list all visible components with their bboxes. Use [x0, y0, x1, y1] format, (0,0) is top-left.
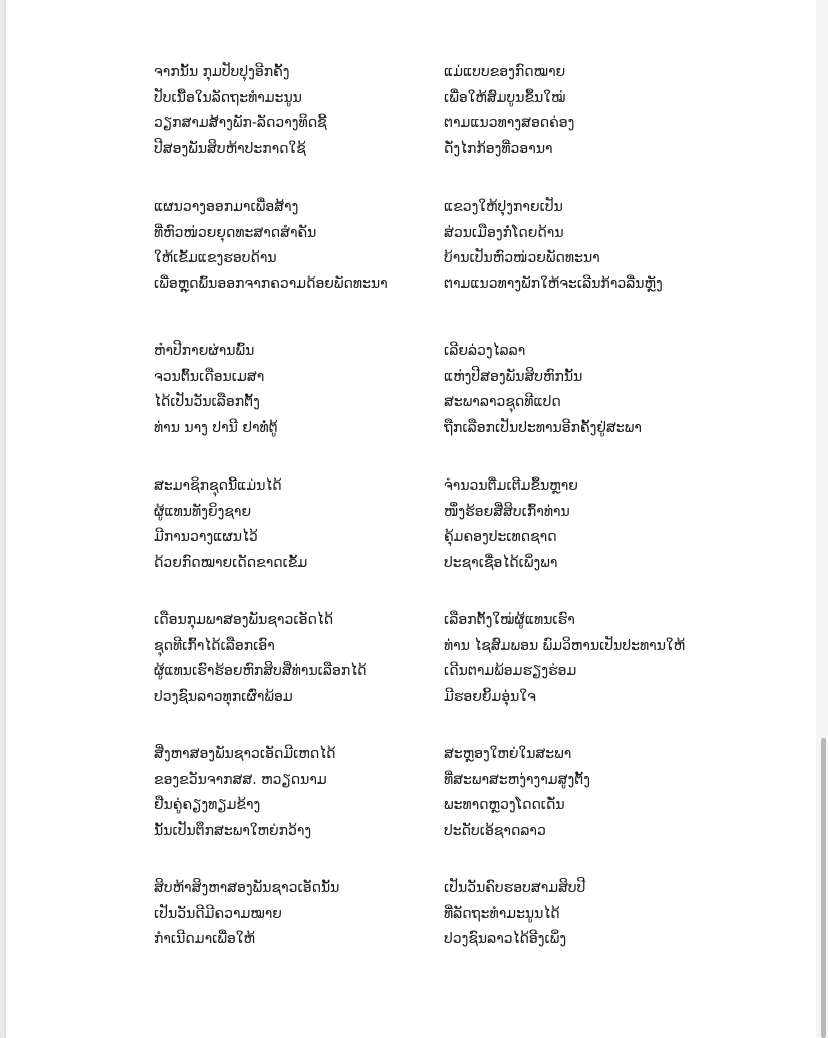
poem-line: ໄດ້ເປັນວັນເລືອກຕັ້ງ	[154, 394, 260, 410]
poem-line: ຕາມແນວທາງພັກໃຫ້ຈະເລີນກ້າວລື່ນຫຼັງ	[444, 275, 663, 292]
poem-line: ບ້ານເປັນຫົວໜ່ວຍພັດທະນາ	[444, 250, 600, 266]
poem-line: ຜູ້ແທນທັງຍິງຊາຍ	[154, 503, 252, 520]
poem-line: ເປັນວັນຄົບຮອບສາມສິບປີ	[444, 880, 586, 896]
poem-line: ສ່ວນເມືອງກໍ່ໂດຍດ້ານ	[444, 224, 564, 241]
poem-line: ຜູ້ແທນເຮົາຮ້ອຍຫົກສິບສີ່ທ່ານເລືອກໄດ້	[154, 663, 367, 679]
poem-line: ປີສອງພັນສິບຫ້າປະກາດໃຊ້	[154, 140, 306, 157]
poem-line: ປວງຊົນລາວທຸກເຜົ່າພ້ອມ	[154, 688, 293, 705]
poem-line: ທ່ານ ນາງ ປານີ ຢາທໍ່ຕູ້	[154, 419, 278, 436]
poem-line: ຂອງຂວັນຈາກສສ. ຫວຽດນາມ	[154, 771, 327, 788]
poem-line: ພະທາດຫຼວງໂດດເດັ່ນ	[444, 797, 565, 813]
poem-line: ທີ່ລັດຖະທຳມະນູນໄດ້	[444, 905, 560, 922]
poem-line: ເລືອກຕັ້ງໃໝ່ຜູ້ແທນເຮົາ	[444, 612, 575, 628]
poem-line: ດັ່ງໄກກ້ອງທີ່ວອານາ	[444, 140, 553, 157]
poem-line: ສະພາລາວຊຸດທີແປດ	[444, 394, 561, 410]
poem-line: ຈາກນັ້ນ ກຸມປັບປຸງອີກຄັ້ງ	[154, 64, 290, 80]
poem-line: ແຜນວາງອອກມາເພື່ອສ້າງ	[154, 199, 299, 215]
poem-line: ເປັນວັນດີມີຄວາມໝາຍ	[154, 905, 282, 922]
poem-line: ເດືອນກຸມພາສອງພັນຊາວເອັດໄດ້	[154, 612, 334, 628]
poem-line: ກຳເນີດມາເພື່ອໃຫ້	[154, 931, 255, 947]
document-page	[6, 0, 816, 1038]
poem-line: ຢືນຄູ່ຄຽງທຽມຂ້າງ	[154, 797, 261, 813]
poem-line: ຫຳປີກາຍຜ່ານພົ້ນ	[154, 343, 255, 359]
poem-line: ປວງຊົນລາວໄດ້ອີງເພິ່ງ	[444, 931, 567, 947]
stanza-left-column	[154, 876, 439, 953]
stanza-right-column	[444, 608, 729, 710]
stanza-right-column	[444, 195, 729, 297]
poem-line: ຈຳນວນຕື່ມເຕີມຂຶ້ນຫຼາຍ	[444, 478, 578, 494]
poem-line: ຈວນຕົ້ນເດືອນເມສາ	[154, 368, 265, 385]
stanza-left-column	[154, 60, 439, 162]
poem-line: ທ່ານ ໄຊສົມພອນ ພົມວິຫານເປັນປະທານໃຫ້	[444, 637, 686, 654]
poem-line: ຕາມແນວທາງສອດຄ່ອງ	[444, 115, 575, 131]
poem-line: ນັ້ນເປັນຕຶກສະພາໃຫຍ່ກວ້າງ	[154, 822, 312, 839]
poem-line: ປະຊາເຊື່ອໄດ້ເພິ່ງພາ	[444, 554, 558, 571]
poem-line: ສະຫຼອງໃຫຍ່ໃນສະພາ	[444, 746, 572, 762]
scrollbar-thumb[interactable]	[821, 738, 826, 1038]
poem-line: ປັບເນື້ອໃນລັດຖະທຳມະນູນ	[154, 89, 302, 106]
poem-line: ແຂວງໃຫ້ປຸງກາຍເປັນ	[444, 199, 563, 215]
poem-line: ຖືກເລືອກເປັນປະທານອີກຄັ້ງຢູ່ສະພາ	[444, 419, 642, 436]
poem-line: ວຽກສາມສ້າງພັກ-ລັດວາງທິດຊີ້	[154, 115, 327, 131]
poem-line: ເພື່ອຫຼຸດພົ້ນອອກຈາກຄວາມດ້ອຍພັດທະນາ	[154, 275, 388, 292]
poem-line: ໃຫ້ເຂັ້ມແຂງຮອບດ້ານ	[154, 250, 277, 266]
poem-line: ເລີຍລ່ວງໄລລາ	[444, 343, 526, 359]
poem-line: ມີຮອຍຍິ້ມອຸ່ນໃຈ	[444, 688, 536, 705]
stanza-left-column	[154, 608, 439, 710]
poem-line: ໜຶ່ງຮ້ອຍສີ່ສິບເກົ້າທ່ານ	[444, 503, 570, 520]
poem-line: ເດີນຕາມພ້ອມຮຽງຮ່ອມ	[444, 663, 577, 679]
stanza-left-column	[154, 195, 439, 297]
poem-line: ສີ່ງຫາສອງພັນຊາວເອັດມີເຫດໄດ້	[154, 746, 336, 762]
stanza-right-column	[444, 474, 729, 576]
poem-line: ດ້ວຍກົດໝາຍເດັດຂາດເຂັ້ມ	[154, 554, 308, 571]
stanza-left-column	[154, 474, 439, 576]
poem-line: ທີ່ຫົວໜ່ວຍຍຸດທະສາດສຳຄັນ	[154, 224, 317, 241]
stanza-left-column	[154, 339, 439, 441]
poem-line: ປະດັບເອ້ຊາດລາວ	[444, 822, 546, 839]
poem-line: ແມ່ແບບຂອງກົດໝາຍ	[444, 64, 566, 80]
poem-line: ມີການວາງແຜນໄວ້	[154, 529, 258, 545]
poem-line: ເພື່ອໃຫ້ສົມບູນຂຶ້ນໃໝ່	[444, 89, 566, 106]
poem-line: ທີ່ສະພາສະຫງ່າງາມສູງຕັ້ງ	[444, 771, 590, 788]
poem-line: ຄຸ້ມຄອງປະເທດຊາດ	[444, 529, 557, 545]
stanza-right-column	[444, 876, 729, 953]
poem-line: ແຫ່ງປີສອງພັນສິບຫົກນັ້ນ	[444, 368, 583, 385]
poem-line: ສະມາຊິກຊຸດນີ້ແມ່ນໄດ້	[154, 478, 282, 494]
stanza-right-column	[444, 60, 729, 162]
stanza-right-column	[444, 339, 729, 441]
poem-line: ສິບຫ້າສິງຫາສອງພັນຊາວເອັດນັ້ນ	[154, 880, 340, 896]
stanza-right-column	[444, 742, 729, 844]
vertical-scrollbar[interactable]	[816, 0, 828, 1038]
poem-line: ຊຸດທີເກົ້າໄດ້ເລືອກເອົາ	[154, 637, 275, 654]
stanza-left-column	[154, 742, 439, 844]
